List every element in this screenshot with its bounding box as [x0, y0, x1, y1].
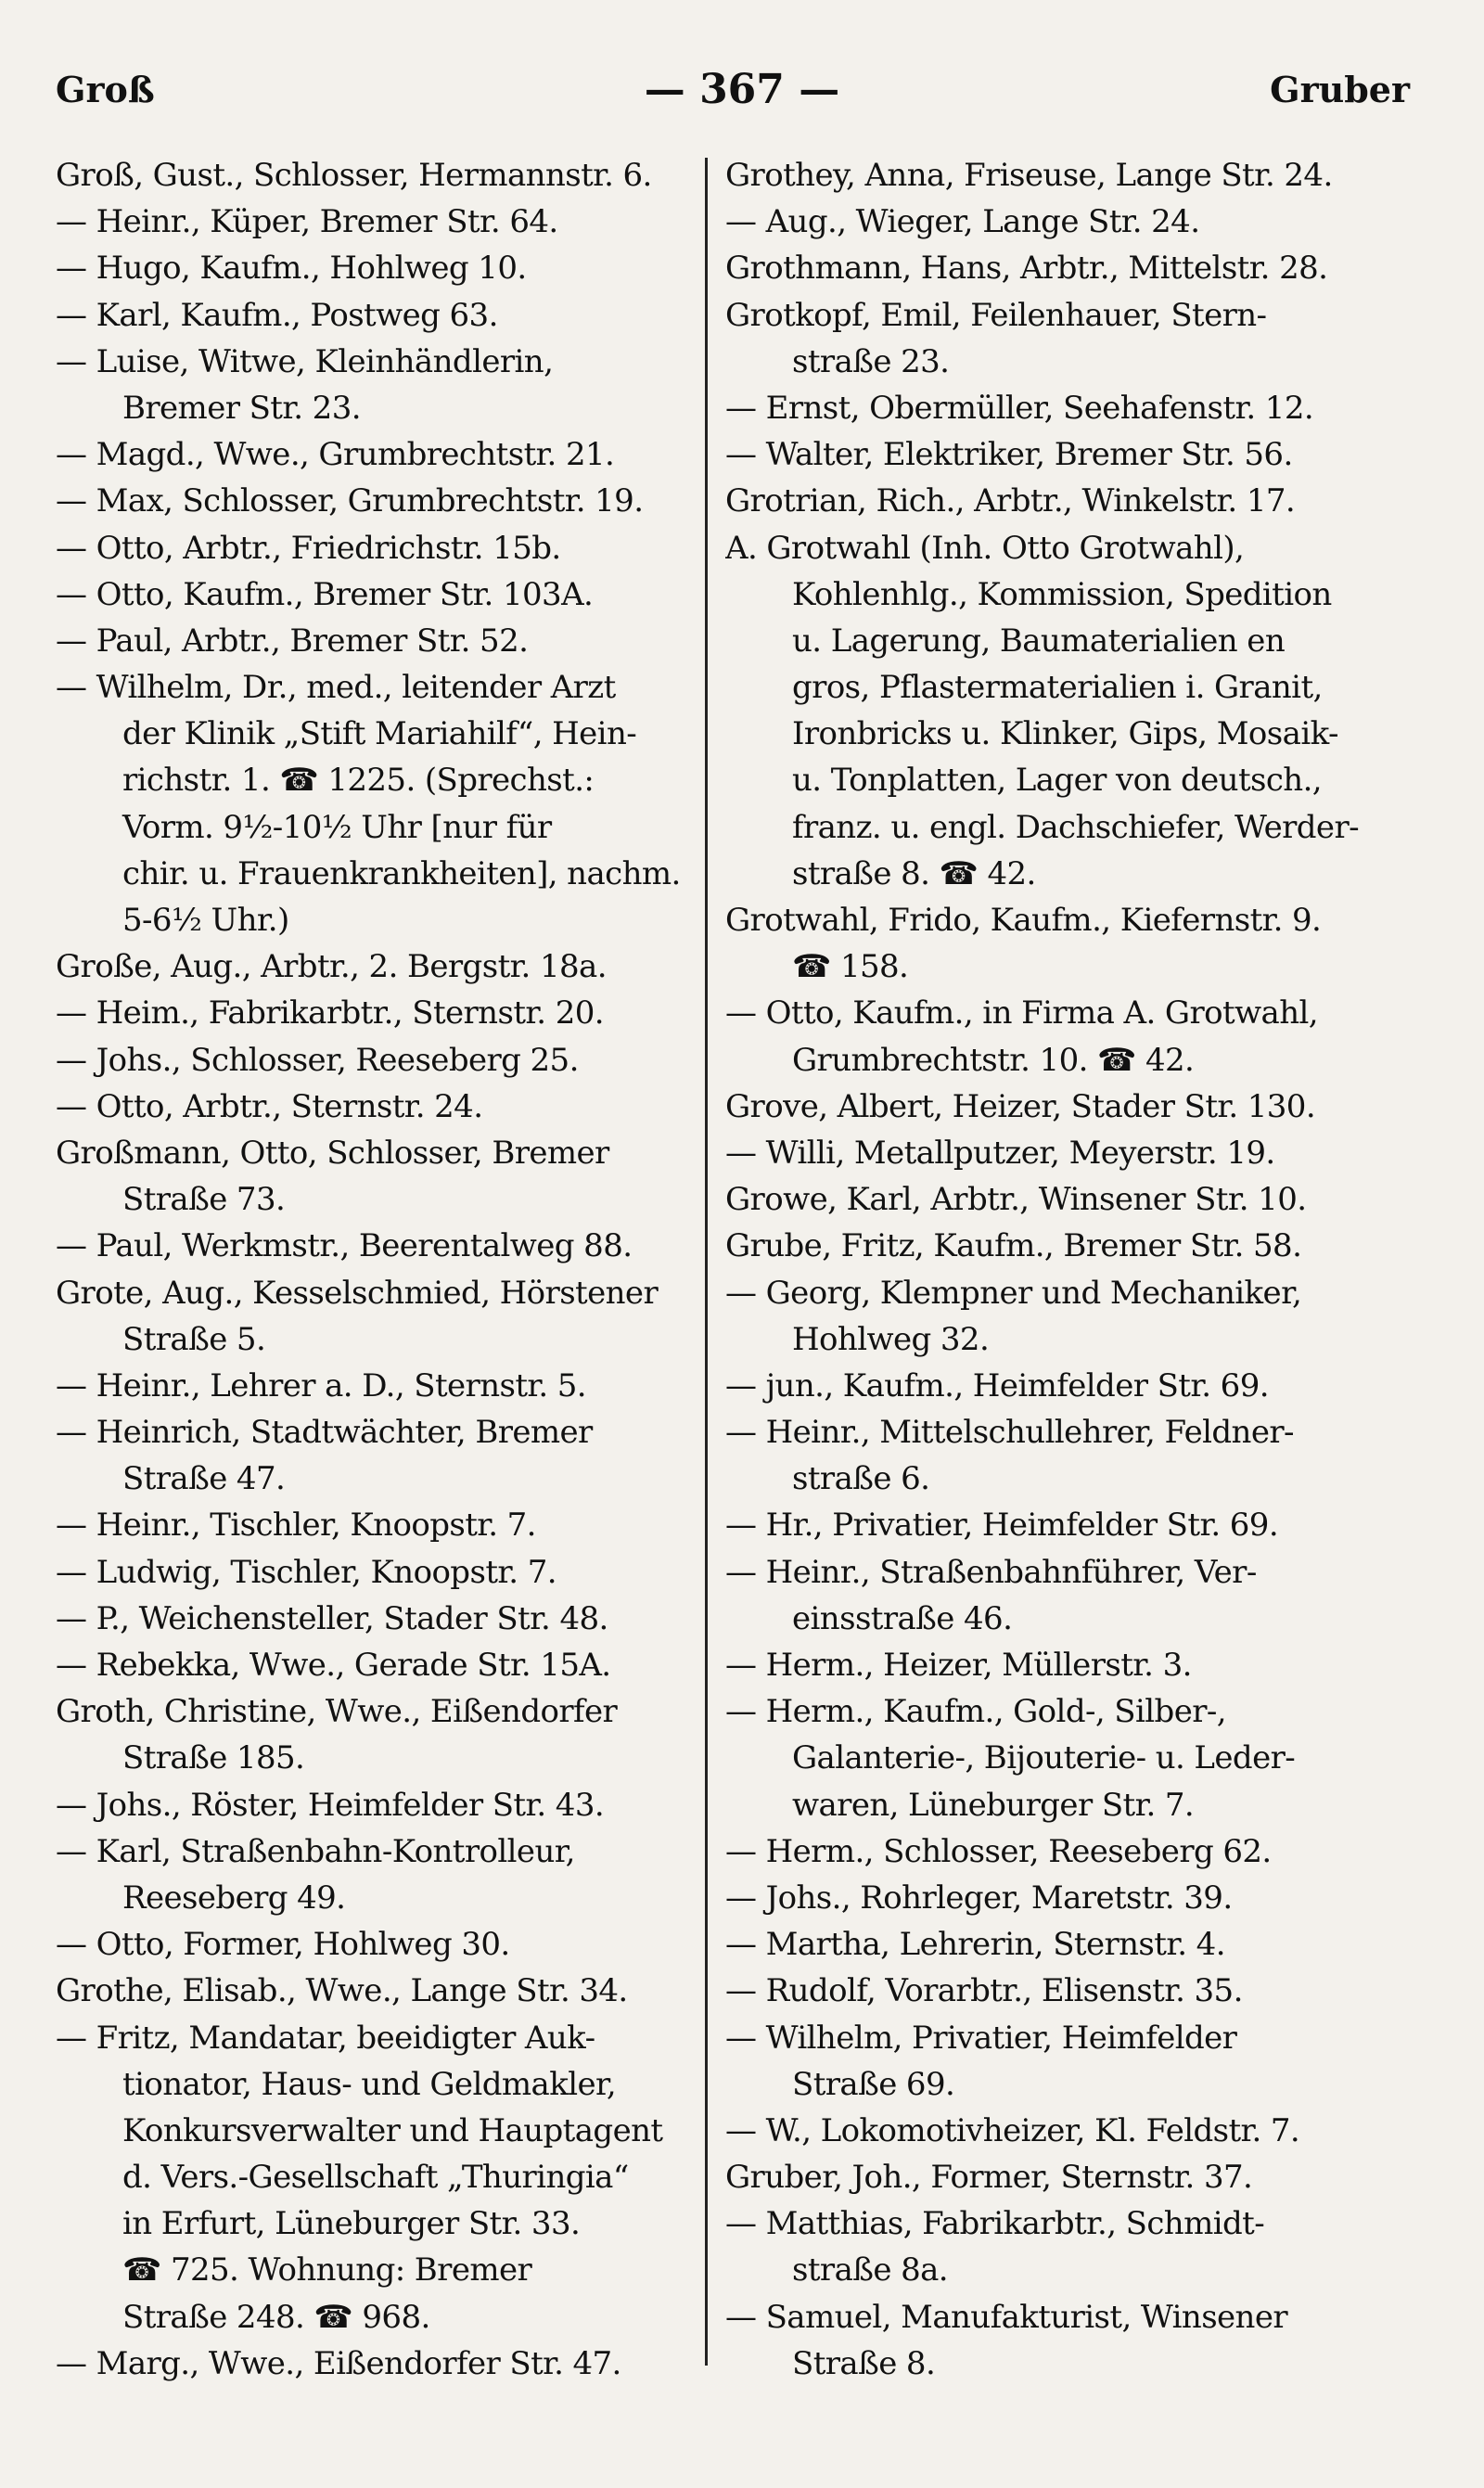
directory-entry-line: Konkursverwalter und Hauptagent — [122, 2111, 663, 2149]
directory-entry-line: — Samuel, Manufakturist, Winsener — [725, 2298, 1288, 2336]
directory-entry-line: — Herm., Kaufm., Gold-, Silber-, — [725, 1693, 1226, 1731]
directory-entry-line: — Aug., Wieger, Lange Str. 24. — [725, 203, 1200, 241]
directory-entry-line: Grothey, Anna, Friseuse, Lange Str. 24. — [725, 157, 1333, 194]
directory-entry-line: franz. u. engl. Dachschiefer, Werder- — [792, 808, 1359, 846]
page-number: — 367 — — [644, 66, 840, 113]
directory-entry-line: — Luise, Witwe, Kleinhändlerin, — [56, 342, 554, 380]
running-head-left: Groß — [56, 69, 155, 110]
directory-entry-line: — Fritz, Mandatar, beeidigter Auk- — [56, 2019, 595, 2057]
directory-entry-line: u. Lagerung, Baumaterialien en — [792, 622, 1286, 660]
directory-entry-line: richstr. 1. ☎ 1225. (Sprechst.: — [122, 762, 595, 800]
directory-entry-line: — Ernst, Obermüller, Seehafenstr. 12. — [725, 389, 1314, 427]
directory-entry-line: u. Tonplatten, Lager von deutsch., — [792, 762, 1323, 800]
directory-entry-line: — Heinr., Mittelschullehrer, Feldner- — [725, 1414, 1294, 1452]
directory-entry-line: — Otto, Arbtr., Sternstr. 24. — [56, 1087, 483, 1125]
directory-entry-line: Straße 5. — [122, 1320, 266, 1358]
directory-entry-line: — Heim., Fabrikarbtr., Sternstr. 20. — [56, 994, 604, 1032]
directory-entry-line: Kohlenhlg., Kommission, Spedition — [792, 575, 1332, 613]
directory-entry-line: Ironbricks u. Klinker, Gips, Mosaik- — [792, 715, 1338, 753]
running-head-right: Gruber — [1270, 69, 1410, 110]
directory-entry-line: Straße 8. — [792, 2344, 936, 2382]
right-column — [725, 152, 1375, 2387]
directory-entry-line: — Otto, Kaufm., Bremer Str. 103A. — [56, 575, 594, 613]
directory-entry-line: Vorm. 9½-10½ Uhr [nur für — [122, 808, 552, 846]
directory-entry-line: Grumbrechtstr. 10. ☎ 42. — [792, 1041, 1195, 1079]
directory-entry-line: in Erfurt, Lüneburger Str. 33. — [122, 2205, 581, 2243]
directory-entry-line: Straße 248. ☎ 968. — [122, 2298, 430, 2336]
directory-entry-line: — Otto, Arbtr., Friedrichstr. 15b. — [56, 529, 561, 567]
directory-entry-line: waren, Lüneburger Str. 7. — [792, 1786, 1195, 1824]
directory-entry-line: — Otto, Former, Hohlweg 30. — [56, 1926, 510, 1964]
directory-entry-line: — Marg., Wwe., Eißendorfer Str. 47. — [56, 2344, 621, 2382]
directory-entry-line: Grothmann, Hans, Arbtr., Mittelstr. 28. — [725, 250, 1328, 288]
directory-entry-line: — Hugo, Kaufm., Hohlweg 10. — [56, 250, 527, 288]
directory-entry-line: — Otto, Kaufm., in Firma A. Grotwahl, — [725, 994, 1318, 1032]
directory-entry-line: — Johs., Schlosser, Reeseberg 25. — [56, 1041, 579, 1079]
directory-entry-line: Groth, Christine, Wwe., Eißendorfer — [56, 1693, 618, 1731]
directory-entry-line: tionator, Haus- und Geldmakler, — [122, 2065, 617, 2103]
directory-entry-line: Gruber, Joh., Former, Sternstr. 37. — [725, 2159, 1253, 2197]
directory-entry-line: Bremer Str. 23. — [122, 389, 361, 427]
directory-entry-line: einsstraße 46. — [792, 1599, 1013, 1637]
directory-entry-line: — jun., Kaufm., Heimfelder Str. 69. — [725, 1366, 1269, 1404]
directory-entry-line: chir. u. Frauenkrankheiten], nachm. — [122, 854, 681, 892]
directory-entry-line: — Wilhelm, Dr., med., leitender Arzt — [56, 669, 616, 707]
directory-entry-line: — Martha, Lehrerin, Sternstr. 4. — [725, 1926, 1225, 1964]
directory-entry-line: — P., Weichensteller, Stader Str. 48. — [56, 1599, 608, 1637]
directory-entry-line: — Walter, Elektriker, Bremer Str. 56. — [725, 436, 1293, 474]
directory-entry-line: ☎ 158. — [792, 948, 909, 986]
directory-entry-line: ☎ 725. Wohnung: Bremer — [122, 2251, 532, 2289]
directory-entry-line: — Herm., Schlosser, Reeseberg 62. — [725, 1832, 1272, 1870]
directory-entry-line: — Heinr., Tischler, Knoopstr. 7. — [56, 1507, 536, 1545]
directory-entry-line: straße 23. — [792, 342, 950, 380]
directory-entry-line: — Rudolf, Vorarbtr., Elisenstr. 35. — [725, 1972, 1243, 2010]
left-column — [56, 152, 705, 2387]
directory-entry-line: Grube, Fritz, Kaufm., Bremer Str. 58. — [725, 1227, 1302, 1265]
directory-entry-line: Grotwahl, Frido, Kaufm., Kiefernstr. 9. — [725, 902, 1322, 939]
directory-entry-line: — Paul, Werkmstr., Beerentalweg 88. — [56, 1227, 633, 1265]
directory-entry-line: Große, Aug., Arbtr., 2. Bergstr. 18a. — [56, 948, 607, 986]
directory-entry-line: Hohlweg 32. — [792, 1320, 990, 1358]
directory-entry-line: — Magd., Wwe., Grumbrechtstr. 21. — [56, 436, 615, 474]
directory-entry-line: Straße 185. — [122, 1739, 305, 1777]
directory-entry-line: straße 6. — [792, 1460, 930, 1498]
directory-entry-line: — Heinr., Lehrer a. D., Sternstr. 5. — [56, 1366, 586, 1404]
directory-entry-line: der Klinik „Stift Mariahilf“, Hein- — [122, 715, 637, 753]
directory-entry-line: Straße 73. — [122, 1181, 286, 1219]
directory-entry-line: — W., Lokomotivheizer, Kl. Feldstr. 7. — [725, 2111, 1300, 2149]
directory-entry-line: Galanterie-, Bijouterie- u. Leder- — [792, 1739, 1296, 1777]
directory-entry-line: Grotrian, Rich., Arbtr., Winkelstr. 17. — [725, 482, 1296, 520]
directory-entry-line: straße 8a. — [792, 2251, 948, 2289]
directory-entry-line: — Karl, Straßenbahn-Kontrolleur, — [56, 1832, 575, 1870]
directory-entry-line: — Willi, Metallputzer, Meyerstr. 19. — [725, 1134, 1275, 1172]
directory-entry-line: — Heinr., Küper, Bremer Str. 64. — [56, 203, 558, 241]
directory-entry-line: — Paul, Arbtr., Bremer Str. 52. — [56, 622, 529, 660]
directory-entry-line: — Max, Schlosser, Grumbrechtstr. 19. — [56, 482, 644, 520]
directory-entry-line: Grothe, Elisab., Wwe., Lange Str. 34. — [56, 1972, 628, 2010]
directory-entry-line: Grotkopf, Emil, Feilenhauer, Stern- — [725, 296, 1267, 334]
directory-entry-line: — Ludwig, Tischler, Knoopstr. 7. — [56, 1553, 556, 1591]
directory-entry-line: — Matthias, Fabrikarbtr., Schmidt- — [725, 2205, 1265, 2243]
directory-entry-line: Groß, Gust., Schlosser, Hermannstr. 6. — [56, 157, 652, 194]
directory-entry-line: — Wilhelm, Privatier, Heimfelder — [725, 2019, 1237, 2057]
directory-entry-line: gros, Pflastermaterialien i. Granit, — [792, 669, 1323, 707]
directory-entry-line: 5-6½ Uhr.) — [122, 902, 289, 939]
directory-entry-line: — Georg, Klempner und Mechaniker, — [725, 1274, 1302, 1312]
directory-entry-line: — Hr., Privatier, Heimfelder Str. 69. — [725, 1507, 1279, 1545]
directory-entry-line: — Heinrich, Stadtwächter, Bremer — [56, 1414, 593, 1452]
directory-entry-line: — Johs., Röster, Heimfelder Str. 43. — [56, 1786, 605, 1824]
directory-entry-line: Reeseberg 49. — [122, 1879, 346, 1917]
directory-entry-line: — Johs., Rohrleger, Maretstr. 39. — [725, 1879, 1233, 1917]
directory-entry-line: Straße 47. — [122, 1460, 286, 1498]
directory-entry-line: — Heinr., Straßenbahnführer, Ver- — [725, 1553, 1257, 1591]
directory-entry-line: Growe, Karl, Arbtr., Winsener Str. 10. — [725, 1181, 1307, 1219]
directory-entry-line: — Herm., Heizer, Müllerstr. 3. — [725, 1647, 1192, 1684]
directory-entry-line: A. Grotwahl (Inh. Otto Grotwahl), — [725, 529, 1245, 567]
column-divider — [705, 158, 708, 2366]
directory-entry-line: Großmann, Otto, Schlosser, Bremer — [56, 1134, 609, 1172]
directory-entry-line: — Rebekka, Wwe., Gerade Str. 15A. — [56, 1647, 611, 1684]
directory-entry-line: straße 8. ☎ 42. — [792, 854, 1036, 892]
directory-entry-line: — Karl, Kaufm., Postweg 63. — [56, 296, 498, 334]
directory-entry-line: Grove, Albert, Heizer, Stader Str. 130. — [725, 1087, 1316, 1125]
directory-entry-line: Grote, Aug., Kesselschmied, Hörstener — [56, 1274, 659, 1312]
directory-entry-line: Straße 69. — [792, 2065, 955, 2103]
directory-entry-line: d. Vers.-Gesellschaft „Thuringia“ — [122, 2159, 629, 2197]
